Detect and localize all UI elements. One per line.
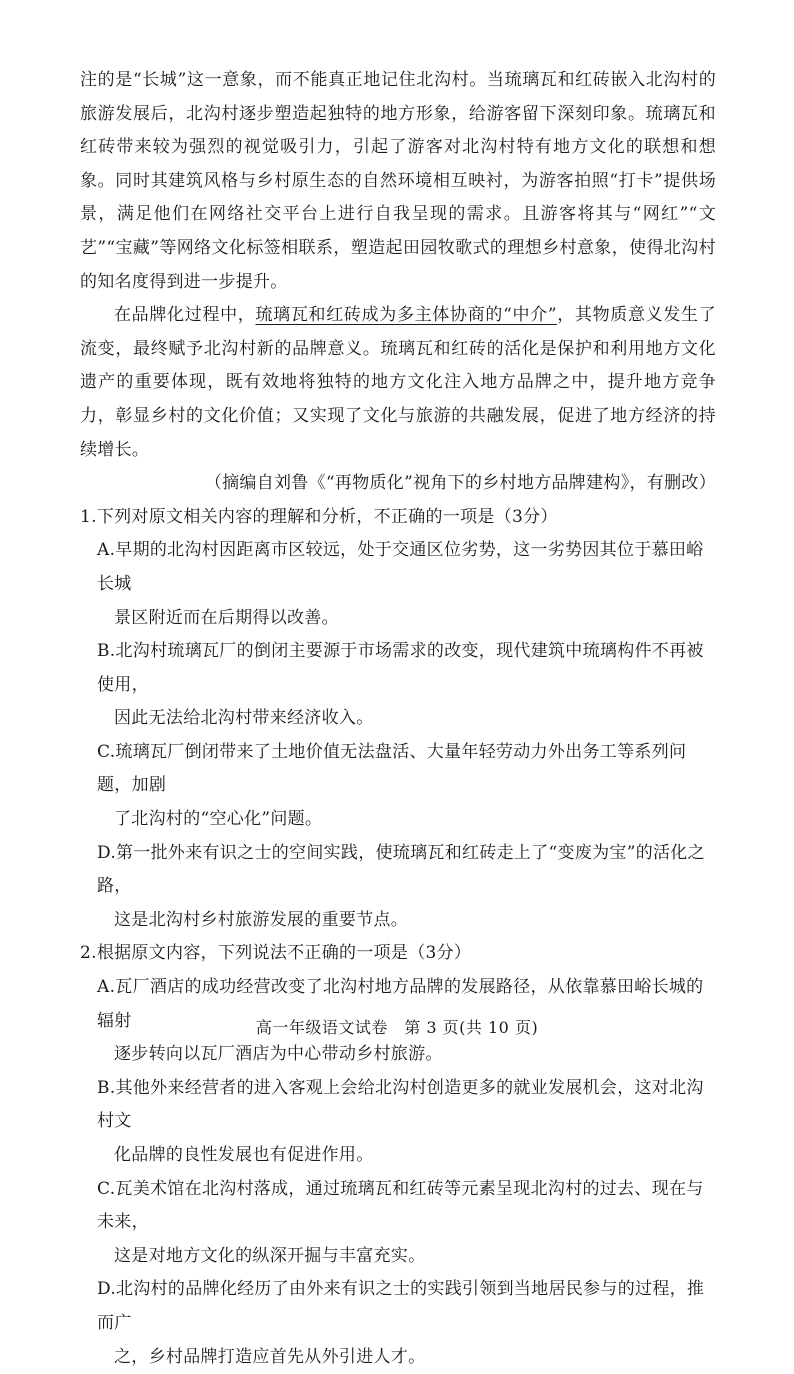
question-1 bbox=[80, 501, 716, 938]
q2-option-c: C.瓦美术馆在北沟村落成，通过琉璃瓦和红砖等元素呈现北沟村的过去、现在与未来， 这是对地方文化的纵深开掘与丰富充实。 bbox=[97, 1178, 704, 1266]
q2-option-a: A.瓦厂酒店的成功经营改变了北沟村地方品牌的发展路径，从依靠慕田峪长城的辐射 逐步转向以瓦厂酒店为中心带动乡村旅游。 bbox=[97, 977, 704, 1065]
q2-option-d: D.北沟村的品牌化经历了由外来有识之士的实践引领到当地居民参与的过程，推而广 之，乡村品牌打造应首先从外引进人才。 bbox=[97, 1279, 705, 1367]
q1-option-b: B.北沟村琉璃瓦厂的倒闭主要源于市场需求的改变，现代建筑中琉璃构件不再被使用， 因此无法给北沟村带来经济收入。 bbox=[97, 641, 704, 729]
p2-underlined-phrase: 琉璃瓦和红砖成为多主体协商的“中介” bbox=[255, 305, 557, 326]
question-2-stem: 2.根据原文内容，下列说法不正确的一项是（3分） bbox=[80, 943, 472, 964]
page-content bbox=[80, 64, 716, 1374]
question-1-stem: 1.下列对原文相关内容的理解和分析，不正确的一项是（3分） bbox=[80, 506, 558, 527]
q2-option-b: B.其他外来经营者的进入客观上会给北沟村创造更多的就业发展机会，这对北沟村文 化品牌的良性发展也有促进作用。 bbox=[97, 1077, 704, 1165]
question-2 bbox=[80, 937, 716, 1374]
article-paragraph-1: 注的是“长城”这一意象，而不能真正地记住北沟村。当琉璃瓦和红砖嵌入北沟村的旅游发展后，北沟村逐步塑造起独特的地方形象，给游客留下深刻印象。琉璃瓦和红砖带来较为强烈的视觉吸引力，引起了游客对北沟村特有地方文化的联想和想象。同时其建筑风格与乡村原生态的自然环境相互映衬，为游客拍照“打卡”提供场景，满足他们在网络社交平台上进行自我呈现的需求。且游客将其与“网红”“文艺”“宝藏”等网络文化标签相联系，塑造起田园牧歌式的理想乡村意象，使得北沟村的知名度得到进一步提升。 bbox=[80, 70, 716, 292]
page-footer: 高一年级语文试卷 第 3 页(共 10 页) bbox=[255, 1018, 539, 1037]
q1-option-d: D.第一批外来有识之士的空间实践，使琉璃瓦和红砖走上了“变废为宝”的活化之路， 这是北沟村乡村旅游发展的重要节点。 bbox=[97, 842, 705, 930]
p2-prefix: 在品牌化过程中， bbox=[114, 305, 256, 326]
q1-option-c: C.琉璃瓦厂倒闭带来了土地价值无法盘活、大量年轻劳动力外出务工等系列问题，加剧 了北沟村的“空心化”问题。 bbox=[97, 741, 687, 830]
q1-option-a: A.早期的北沟村因距离市区较远，处于交通区位劣势，这一劣势因其位于慕田峪长城 景区附近而在后期得以改善。 bbox=[97, 540, 704, 628]
article-source: （摘编自刘鲁《“再物质化”视角下的乡村地方品牌建构》，有删改） bbox=[204, 473, 716, 494]
p2-suffix: ，其物质意义发生了流变，最终赋予北沟村新的品牌意义。琉璃瓦和红砖的活化是保护和利用地方文化遗产的重要体现，既有效地将独特的地方文化注入地方品牌之中，提升地方竞争力，彰显乡村的文化价值；又实现了文化与旅游的共融发展，促进了地方经济的持续增长。 bbox=[80, 305, 716, 460]
article-paragraph-2 bbox=[80, 299, 716, 467]
